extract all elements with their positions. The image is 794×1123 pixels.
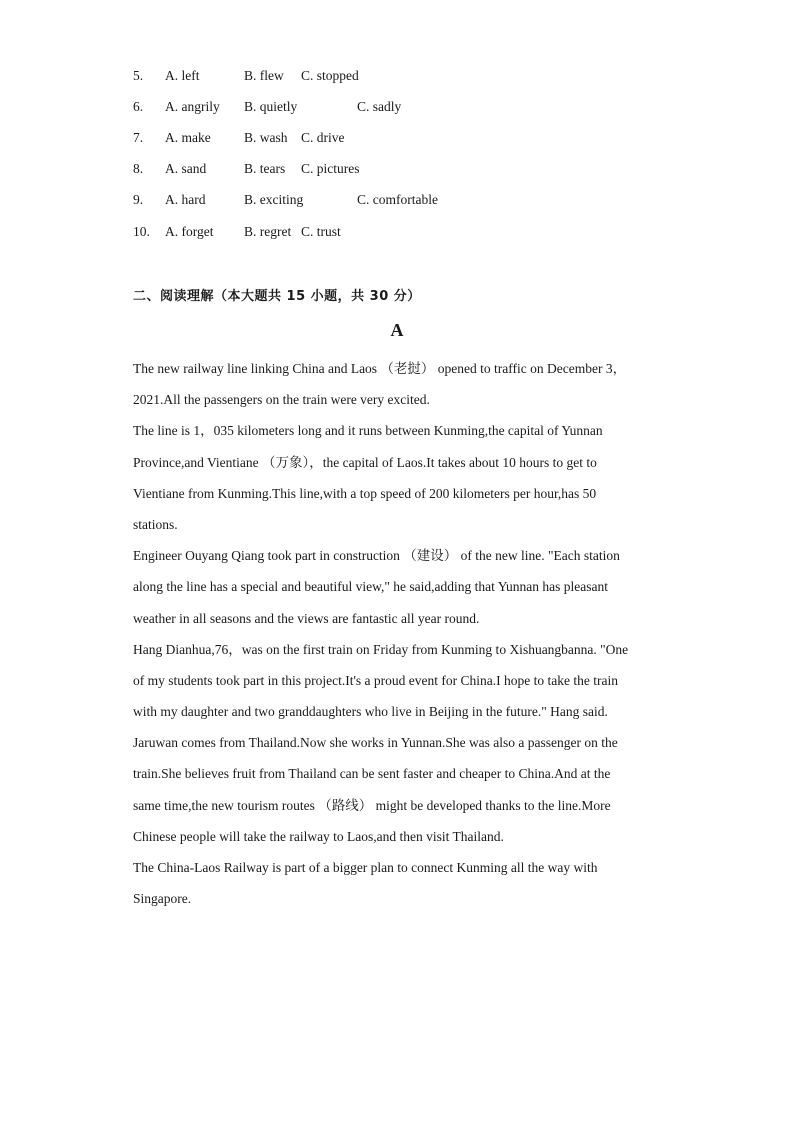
passage-line: Hang Dianhua,76，was on the first train on Friday from Kunming to Xishuangbanna. "One <box>133 641 629 657</box>
passage-line: Jaruwan comes from Thailand.Now she works in Yunnan.She was also a passenger on the <box>133 735 618 751</box>
reading-passage <box>133 353 663 914</box>
passage-line: stations. <box>133 516 178 532</box>
question-number: 6. <box>133 99 144 114</box>
option-b: B. wash <box>244 130 288 145</box>
question-number: 7. <box>133 130 144 145</box>
option-b: B. regret <box>244 224 292 239</box>
question-option-row <box>0 222 794 242</box>
option-a: A. forget <box>165 224 214 239</box>
question-option-row <box>0 128 794 148</box>
option-c: C. trust <box>301 224 341 239</box>
option-c: C. drive <box>301 130 345 145</box>
option-a: A. left <box>165 68 200 83</box>
passage-line: The new railway line linking China and Laos （老挝） opened to traffic on December 3， <box>133 361 627 376</box>
question-number: 9. <box>133 192 144 207</box>
option-a: A. sand <box>165 161 207 176</box>
option-c: C. pictures <box>301 161 360 176</box>
passage-line: Chinese people will take the railway to Laos,and then visit Thailand. <box>133 828 504 844</box>
passage-line: with my daughter and two granddaughters who live in Beijing in the future." Hang said. <box>133 704 608 720</box>
question-option-row <box>0 97 794 117</box>
question-option-row <box>0 190 794 210</box>
option-b: B. tears <box>244 161 286 176</box>
section-heading: 二、阅读理解（本大题共 15 小题，共 30 分） <box>133 289 421 304</box>
question-option-row <box>0 66 794 86</box>
passage-title: A <box>390 320 404 340</box>
question-option-row <box>0 159 794 179</box>
option-c: C. comfortable <box>357 192 438 207</box>
passage-line: of my students took part in this project.It's a proud event for China.I hope to take the train <box>133 672 618 688</box>
passage-line: Singapore. <box>133 891 192 907</box>
passage-line: same time,the new tourism routes （路线） might be developed thanks to the line.More <box>133 797 611 813</box>
passage-line: Engineer Ouyang Qiang took part in construction （建设） of the new line. "Each station <box>133 548 620 564</box>
option-a: A. hard <box>165 192 206 207</box>
passage-line: The China-Laos Railway is part of a bigger plan to connect Kunming all the way with <box>133 860 598 875</box>
passage-line: 2021.All the passengers on the train were very excited. <box>133 392 430 408</box>
option-b: B. exciting <box>244 192 304 207</box>
option-c: C. sadly <box>357 99 402 114</box>
option-c: C. stopped <box>301 68 359 83</box>
passage-line: train.She believes fruit from Thailand can be sent faster and cheaper to China.And at the <box>133 766 611 782</box>
passage-line: Vientiane from Kunming.This line,with a top speed of 200 kilometers per hour,has 50 <box>133 485 597 501</box>
passage-line: The line is 1，035 kilometers long and it runs between Kunming,the capital of Yunnan <box>133 423 603 439</box>
question-number: 8. <box>133 161 144 176</box>
question-number: 10. <box>133 224 150 239</box>
passage-line: Province,and Vientiane （万象），the capital of Laos.It takes about 10 hours to get to <box>133 454 597 470</box>
option-b: B. quietly <box>244 99 298 114</box>
option-a: A. make <box>165 130 211 145</box>
passage-line: weather in all seasons and the views are fantastic all year round. <box>133 610 480 626</box>
option-b: B. flew <box>244 68 284 83</box>
passage-line: along the line has a special and beautiful view," he said,adding that Yunnan has pleasant <box>133 579 608 595</box>
question-number: 5. <box>133 68 144 83</box>
option-a: A. angrily <box>165 99 220 114</box>
